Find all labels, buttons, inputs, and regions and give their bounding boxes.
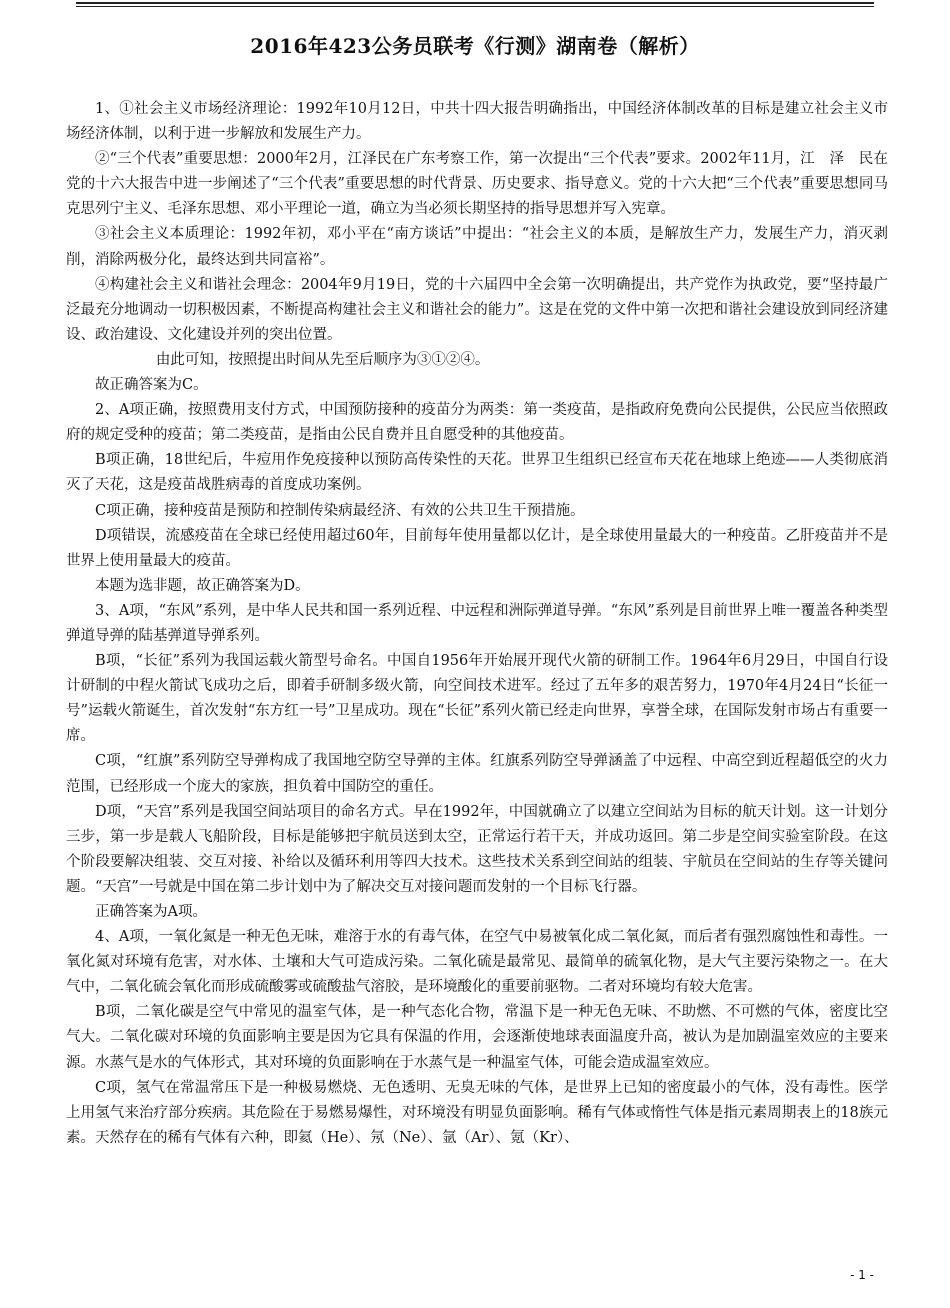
paragraph-q4-c: C项，氢气在常温常压下是一种极易燃烧、无色透明、无臭无味的气体，是世界上已知的密度最小的气体，没有毒性。医学上用氢气来治疗部分疾病。其危险在于易燃易爆性，对环境没有明显负面影响。稀有气体或惰性气体是指元素周期表上的18族元素。天然存在的稀有气体有六种，即氦（He）、氖（Ne）、氩（Ar）、氪（Kr）、	[66, 1079, 888, 1146]
paragraph-q2-answer: 本题为选非题，故正确答案为D。	[95, 577, 310, 594]
paragraph-q1-conclusion: 由此可知，按照提出时间从先至后顺序为③①②④。	[155, 351, 490, 368]
paragraph-q1-item4: ④构建社会主义和谐社会理念：2004年9月19日，党的十六届四中全会第一次明确提出，共产党作为执政党，要“坚持最广泛最充分地调动一切积极因素，不断提高构建社会主义和谐社会的能力”。这是在党的文件中第一次把和谐社会建设放到同经济建设、政治建设、文化建设并列的突出位置。	[66, 276, 888, 343]
page-number: - 1 -	[850, 1268, 874, 1282]
header-rule-thin	[76, 6, 874, 7]
paragraph-q3-a: 3、A项，“东风”系列，是中华人民共和国一系列近程、中远程和洲际弹道导弹。“东风”系列是目前世界上唯一覆盖各种类型弹道导弹的陆基弹道导弹系列。	[66, 602, 888, 644]
paragraph-q3-d: D项，“天宫”系列是我国空间站项目的命名方式。早在1992年，中国就确立了以建立空间站为目标的航天计划。这一计划分三步，第一步是载人飞船阶段，目标是能够把宇航员送到太空，正常运行若干天，并成功返回。第二步是空间实验室阶段。在这个阶段要解决组装、交互对接、补给以及循环利用等四大技术。这些技术关系到空间站的组装、宇航员在空间站的生存等关键问题。“天宫”一号就是中国在第二步计划中为了解决交互对接问题而发射的一个目标飞行器。	[66, 803, 888, 895]
paragraph-q1-item2: ②“三个代表”重要思想：2000年2月，江泽民在广东考察工作，第一次提出“三个代表”要求。2002年11月，江 泽 民在党的十六大报告中进一步阐述了“三个代表”重要思想的时代背景、历史要求、指导意义。党的十六大把“三个代表”重要思想同马克思列宁主义、毛泽东思想、邓小平理论一道，确立为当必须长期坚持的指导思想并写入宪章。	[66, 151, 888, 218]
paragraph-q2-d: D项错误，流感疫苗在全球已经使用超过60年，目前每年使用量都以亿计，是全球使用量最大的一种疫苗。乙肝疫苗并不是世界上使用量最大的疫苗。	[66, 527, 888, 569]
paragraph-q3-c: C项，“红旗”系列防空导弹构成了我国地空防空导弹的主体。红旗系列防空导弹涵盖了中远程、中高空到近程超低空的火力范围，已经形成一个庞大的家族，担负着中国防空的重任。	[66, 753, 888, 795]
header-rule-thick	[76, 2, 874, 4]
paragraph-q1-item3: ③社会主义本质理论：1992年初，邓小平在“南方谈话”中提出：“社会主义的本质，是解放生产力，发展生产力，消灭剥削，消除两极分化，最终达到共同富裕”。	[66, 226, 888, 268]
document-title: 2016年423公务员联考《行测》湖南卷（解析）	[250, 34, 700, 58]
paragraph-q2-b: B项正确，18世纪后，牛痘用作免疫接种以预防高传染性的天花。世界卫生组织已经宣布天花在地球上绝迹——人类彻底消灭了天花，这是疫苗战胜病毒的首度成功案例。	[66, 452, 888, 494]
paragraph-q4-a: 4、A项，一氧化氮是一种无色无味，难溶于水的有毒气体，在空气中易被氧化成二氧化氮，而后者有强烈腐蚀性和毒性。一氧化氮对环境有危害，对水体、土壤和大气可造成污染。二氧化硫是最常见、最简单的硫氧化物，是大气主要污染物之一。在大气中，二氧化硫会氧化而形成硫酸雾或硫酸盐气溶胶，是环境酸化的重要前驱物。二者对环境均有较大危害。	[66, 929, 888, 996]
paragraph-q2-c: C项正确，接种疫苗是预防和控制传染病最经济、有效的公共卫生干预措施。	[95, 502, 585, 519]
paragraph-q4-b: B项，二氧化碳是空气中常见的温室气体，是一种气态化合物，常温下是一种无色无味、不助燃、不可燃的气体，密度比空气大。二氧化碳对环境的负面影响主要是因为它具有保温的作用，会逐渐使地球表面温度升高，被认为是加剧温室效应的主要来源。水蒸气是水的气体形式，其对环境的负面影响在于水蒸气是一种温室气体，可能会造成温室效应。	[66, 1004, 888, 1071]
document-body	[66, 97, 888, 1151]
paragraph-q1-answer: 故正确答案为C。	[95, 377, 208, 394]
paragraph-q2-a: 2、A项正确，按照费用支付方式，中国预防接种的疫苗分为两类：第一类疫苗，是指政府免费向公民提供，公民应当依照政府的规定受种的疫苗；第二类疫苗，是指由公民自费并且自愿受种的其他疫苗。	[66, 402, 888, 444]
paragraph-q3-answer: 正确答案为A项。	[95, 904, 207, 920]
paragraph-q3-b: B项，“长征”系列为我国运载火箭型号命名。中国自1956年开始展开现代火箭的研制工作。1964年6月29日，中国自行设计研制的中程火箭试飞成功之后，即着手研制多级火箭，向空间技术进军。经过了五年多的艰苦努力，1970年4月24日“长征一号”运载火箭诞生，首次发射“东方红一号”卫星成功。现在“长征”系列火箭已经走向世界，享誉全球，在国际发射市场占有重要一席。	[66, 653, 888, 745]
paragraph-q1-intro: 1、①社会主义市场经济理论：1992年10月12日，中共十四大报告明确指出，中国经济体制改革的目标是建立社会主义市场经济体制，以利于进一步解放和发展生产力。	[66, 101, 888, 143]
